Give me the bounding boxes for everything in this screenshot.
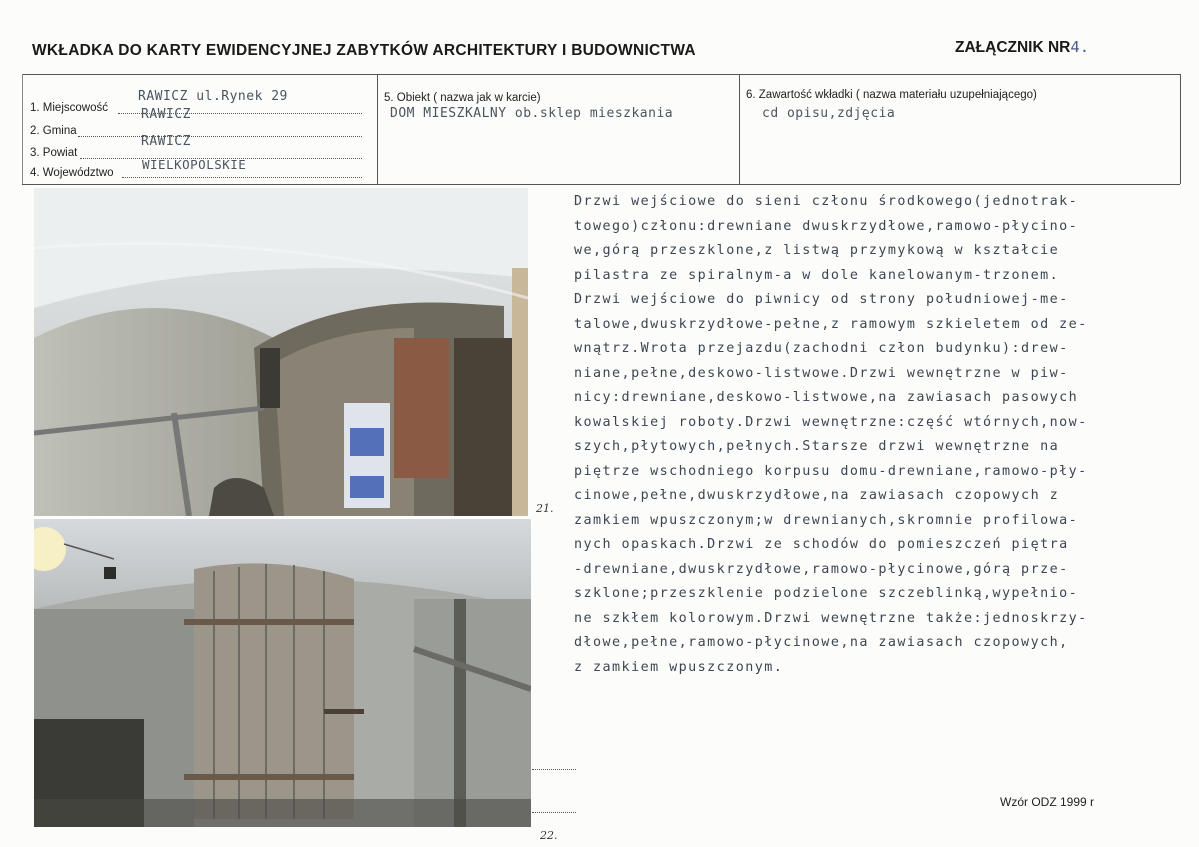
description-line: niane,pełne,deskowo-listwowe.Drzwi wewnętrzne w piw- [574, 365, 1069, 381]
table-bottom-border [22, 184, 1180, 185]
photo-number-21: 21. [536, 502, 554, 515]
value-zawartosc: cd opisu,zdjęcia [762, 106, 896, 121]
value-gmina: RAWICZ [141, 107, 191, 122]
photo-wooden-door [34, 519, 531, 827]
description-line: ne szkłem kolorowym.Drzwi wewnętrzne także:jednoskrzy- [574, 610, 1088, 626]
description-line: pilastra ze spiralnym-a w dole kanelowanym-trzonem. [574, 267, 1060, 283]
description-line: dłowe,pełne,ramowo-płycinowe,na zawiasach czopowych, [574, 635, 1069, 650]
annex-label-text: ZAŁĄCZNIK NR [955, 39, 1071, 56]
description-line: zamkiem wpuszczonym;w drewnianych,skromnie profilowa- [574, 512, 1079, 528]
template-footer: Wzór ODZ 1999 r [1000, 795, 1095, 809]
label-miejscowosc: 1. Miejscowość [30, 102, 108, 114]
description-line: Drzwi wejściowe do piwnicy od strony południowej-me- [574, 292, 1069, 307]
label-gmina: 2. Gmina [30, 125, 77, 137]
description-line: szych,płytowych,pełnych.Starsze drzwi wewnętrzne na [574, 439, 1060, 454]
description-line: towego)członu:drewniane dwuskrzydłowe,ramowo-płycino- [574, 218, 1079, 234]
annex-number: 4. [1070, 38, 1090, 56]
dotted-line-wojewodztwo [122, 177, 362, 178]
photo-number-22: 22. [540, 829, 558, 842]
column-divider-2 [739, 74, 740, 184]
description-line: z zamkiem wpuszczonym. [574, 659, 784, 675]
description-line: piętrze wschodniego korpusu domu-drewniane,ramowo-pły- [574, 463, 1088, 479]
description-text [574, 190, 1134, 680]
table-top-border [22, 74, 1180, 75]
description-line: talowe,dwuskrzydłowe-pełne,z ramowym szkieletem od ze- [574, 316, 1088, 332]
value-powiat: RAWICZ [141, 134, 191, 149]
table-left-border [22, 74, 23, 184]
value-obiekt: DOM MIESZKALNY ob.sklep mieszkania [390, 106, 674, 121]
description-line: Drzwi wejściowe do sieni członu środkowego(jednotrak- [574, 194, 1079, 209]
description-line: we,górą przeszklone,z listwą przymykową w kształcie [574, 243, 1060, 258]
document-title: WKŁADKA DO KARTY EWIDENCYJNEJ ZABYTKÓW ARCHITEKTURY I BUDOWNICTWA [32, 42, 696, 59]
label-powiat: 3. Powiat [30, 147, 78, 159]
table-right-border [1180, 74, 1181, 184]
label-zawartosc: 6. Zawartość wkładki ( nazwa materiału uzupełniającego) [746, 89, 1037, 101]
value-wojewodztwo: WIELKOPOLSKIE [142, 157, 247, 172]
value-miejscowosc: RAWICZ ul.Rynek 29 [138, 89, 288, 104]
dotted-line-photo-caption-2 [532, 812, 576, 813]
description-line: wnątrz.Wrota przejazdu(zachodni człon budynku):drew- [574, 341, 1069, 356]
dotted-line-gmina [78, 136, 362, 137]
dotted-line-photo-caption-1 [532, 769, 576, 770]
label-wojewodztwo: 4. Województwo [30, 167, 114, 179]
photo-cellar-vault [34, 188, 528, 516]
annex-label [955, 38, 1089, 57]
column-divider-1 [377, 74, 378, 184]
description-line: nicy:drewniane,deskowo-listwowe,na zawiasach pasowych [574, 390, 1079, 405]
label-obiekt: 5. Obiekt ( nazwa jak w karcie) [384, 92, 541, 104]
description-line: -drewniane,dwuskrzydłowe,ramowo-płycinowe,górą prze- [574, 561, 1069, 577]
description-line: cinowe,pełne,dwuskrzydłowe,na zawiasach czopowych z [574, 488, 1060, 503]
description-line: nych opaskach.Drzwi ze schodów do pomieszczeń piętra [574, 537, 1069, 552]
description-line: kowalskiej roboty.Drzwi wewnętrzne:część wtórnych,now- [574, 414, 1088, 430]
description-line: szklone;przeszklenie podzielone szczeblinką,wypełnio- [574, 586, 1079, 601]
